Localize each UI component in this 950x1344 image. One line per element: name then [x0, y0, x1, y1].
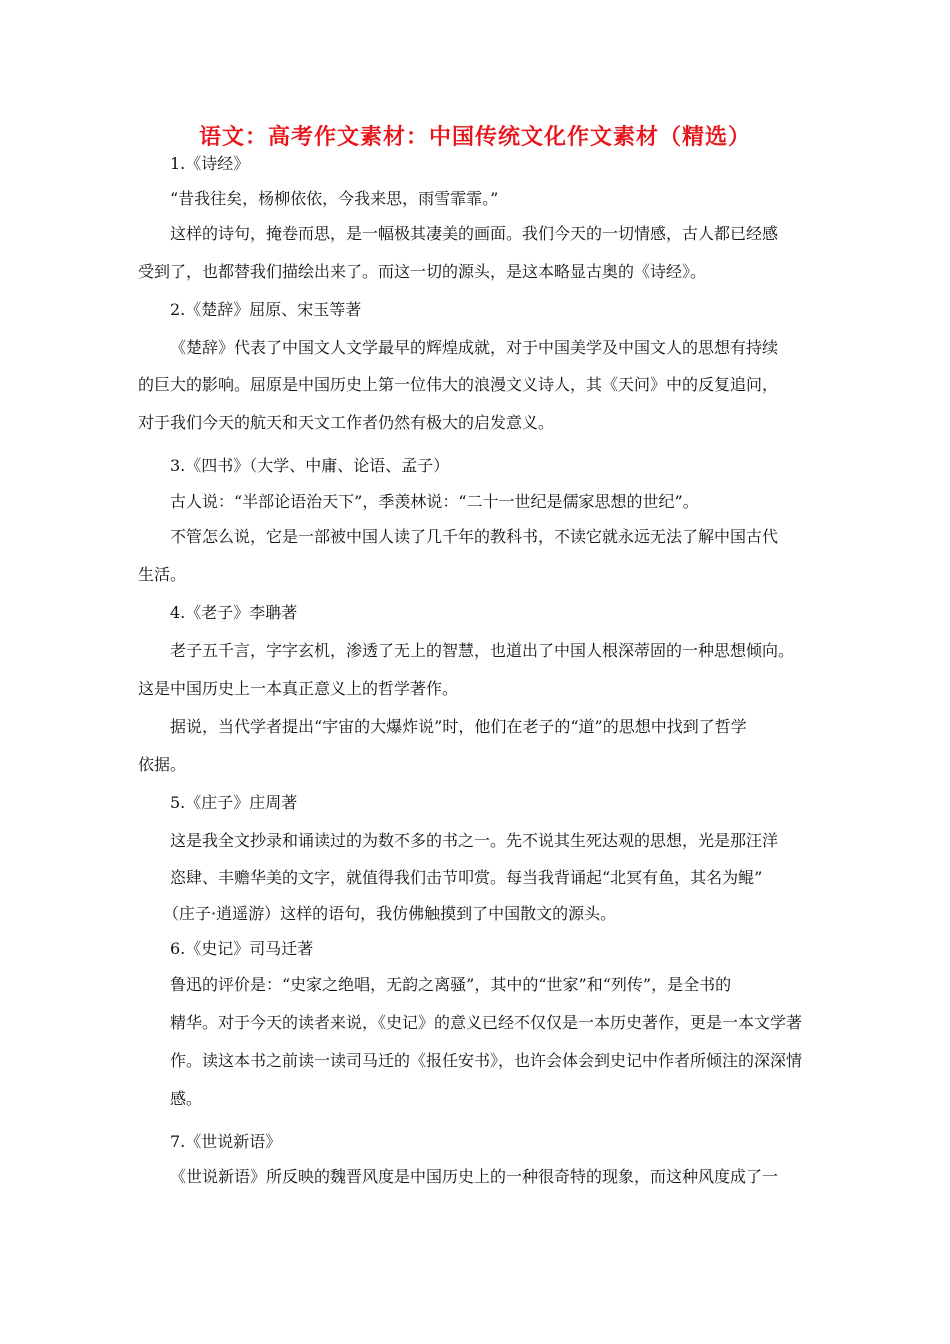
paragraph-line: 不管怎么说，它是一部被中国人读了几千年的教科书，不读它就永远无法了解中国古代: [170, 527, 779, 546]
paragraph-line: 感。: [170, 1089, 203, 1108]
paragraph-line: 依据。: [138, 755, 187, 774]
paragraph-line: （庄子·逍遥游）这样的语句，我仿佛触摸到了中国散文的源头。: [163, 904, 617, 923]
paragraph-line: 作。读这本书之前读一读司马迁的《报任安书》，也许会体会到史记中作者所倾注的深深情: [170, 1051, 803, 1070]
paragraph-line: 《世说新语》所反映的魏晋风度是中国历史上的一种很奇特的现象，而这种风度成了一: [170, 1167, 779, 1186]
heading-6: 6.《史记》司马迁著: [170, 939, 314, 958]
heading-3: 3.《四书》（大学、中庸、论语、孟子）: [170, 456, 450, 475]
paragraph-line: 的巨大的影响。屈原是中国历史上第一位伟大的浪漫文义诗人，其《天问》中的反复追问，: [138, 375, 779, 394]
paragraph-line: 生活。: [138, 565, 187, 584]
paragraph-line: 精华。对于今天的读者来说，《史记》的意义已经不仅仅是一本历史著作，更是一本文学著: [170, 1013, 803, 1032]
heading-4: 4.《老子》李聃著: [170, 603, 298, 622]
paragraph-line: 这是中国历史上一本真正意义上的哲学著作。: [138, 679, 459, 698]
paragraph-line: 这样的诗句，掩卷而思，是一幅极其凄美的画面。我们今天的一切情感，古人都已经感: [170, 224, 779, 243]
heading-1: 1.《诗经》: [170, 154, 250, 173]
paragraph-line: 受到了，也都替我们描绘出来了。而这一切的源头，是这本略显古奥的《诗经》。: [138, 262, 707, 281]
paragraph-line: 老子五千言，字字玄机，渗透了无上的智慧，也道出了中国人根深蒂固的一种思想倾向。: [170, 641, 795, 660]
paragraph-line: 据说，当代学者提出“宇宙的大爆炸说”时，他们在老子的“道”的思想中找到了哲学: [170, 717, 747, 736]
paragraph-line: 古人说：“半部论语治天下”，季羡林说：“二十一世纪是儒家思想的世纪”。: [170, 492, 699, 511]
paragraph-line: 鲁迅的评价是：“史家之绝唱，无韵之离骚”，其中的“世家”和“列传”，是全书的: [170, 975, 732, 994]
page-title: 语文：高考作文素材：中国传统文化作文素材（精选）: [198, 125, 751, 150]
paragraph-line: “昔我往矣，杨柳依依，今我来思，雨雪霏霏。”: [170, 189, 499, 208]
heading-7: 7.《世说新语》: [170, 1132, 282, 1151]
heading-5: 5.《庄子》庄周著: [170, 793, 298, 812]
paragraph-line: 《楚辞》代表了中国文人文学最早的辉煌成就，对于中国美学及中国文人的思想有持续: [170, 338, 779, 357]
heading-2: 2.《楚辞》屈原、宋玉等著: [170, 300, 362, 319]
paragraph-line: 这是我全文抄录和诵读过的为数不多的书之一。先不说其生死达观的思想，光是那汪洋: [170, 831, 779, 850]
paragraph-line: 对于我们今天的航天和天文工作者仍然有极大的启发意义。: [138, 413, 555, 432]
paragraph-line: 恣肆、丰赡华美的文字，就值得我们击节叩赏。每当我背诵起“北冥有鱼，其名为鲲”: [170, 868, 763, 887]
